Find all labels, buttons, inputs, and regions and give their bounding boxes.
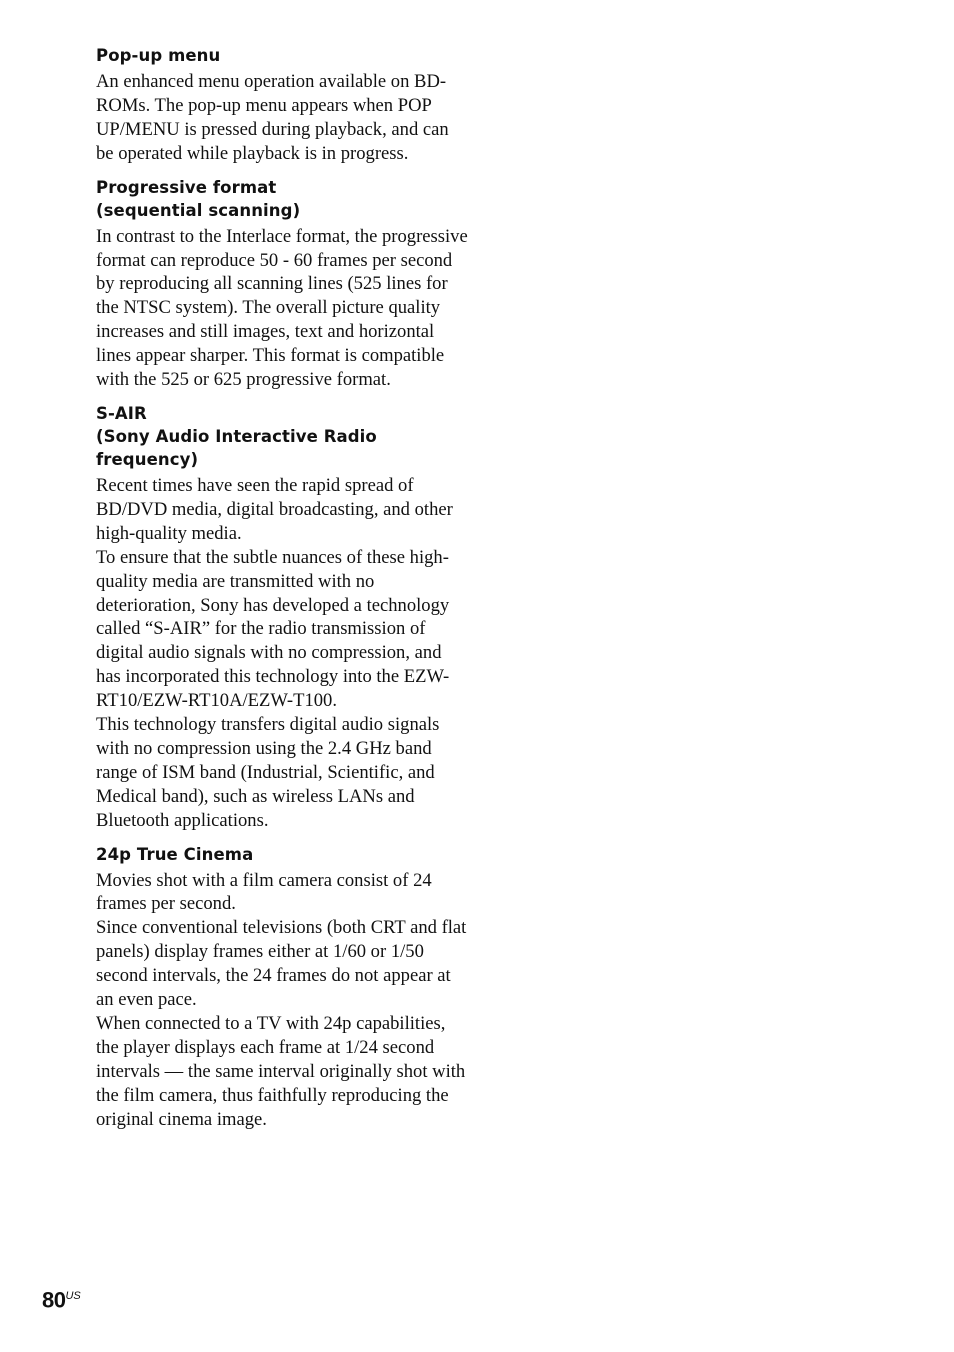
- paragraph: To ensure that the subtle nuances of these high-quality media are transmitted with no deterioration, Sony has developed a technology called “S-AIR” for the radio transmission of digital audio signals with no compression, and has incorporated this technology into the EZW-RT10/EZW-RT10A/EZW-T100.: [96, 546, 450, 712]
- page-number-suffix: US: [65, 1290, 81, 1302]
- heading-line: S-AIR: [96, 403, 147, 423]
- paragraph: Since conventional televisions (both CRT and flat panels) display frames either at 1/60 or 1/50 second intervals, the 24 frames do not appear at an even pace.: [96, 917, 467, 1011]
- section-heading: [96, 44, 468, 67]
- paragraph: In contrast to the Interlace format, the progressive format can reproduce 50 - 60 frames per second by reproducing all scanning lines (525 lines for the NTSC system). The overall picture quality increases and still images, text and horizontal lines appear sharper. This format is compatible with the 525 or 625 progressive format.: [96, 225, 468, 391]
- text-column: [96, 44, 468, 1142]
- section-heading: [96, 176, 468, 222]
- section-popup-menu: [96, 44, 468, 166]
- heading-line: (sequential scanning): [96, 200, 301, 220]
- section-s-air: [96, 402, 468, 833]
- heading-line: Pop-up menu: [96, 46, 221, 65]
- section-heading: [96, 402, 468, 471]
- paragraph: Recent times have seen the rapid spread of BD/DVD media, digital broadcasting, and other high-quality media.: [96, 474, 453, 544]
- section-progressive-format: [96, 176, 468, 392]
- page-number: [42, 1283, 81, 1313]
- paragraph: Movies shot with a film camera consist of 24 frames per second.: [96, 869, 432, 915]
- paragraph: This technology transfers digital audio signals with no compression using the 2.4 GHz band range of ISM band (Industrial, Scientific, and Medical band), such as wireless LANs and Bluetooth applications.: [96, 714, 440, 831]
- heading-line: Progressive format: [96, 177, 277, 197]
- section-24p-true-cinema: [96, 843, 468, 1132]
- page-number-value: 80: [42, 1287, 66, 1313]
- section-heading: [96, 843, 468, 866]
- heading-line: (Sony Audio Interactive Radio: [96, 426, 377, 446]
- paragraph: An enhanced menu operation available on BD-ROMs. The pop-up menu appears when POP UP/MENU is pressed during playback, and can be operated while playback is in progress.: [96, 71, 449, 164]
- heading-line: 24p True Cinema: [96, 844, 254, 864]
- heading-line: frequency): [96, 449, 199, 469]
- paragraph: When connected to a TV with 24p capabilities, the player displays each frame at 1/24 second intervals — the same interval originally shot with the film camera, thus faithfully reproducing the original cinema image.: [96, 1013, 466, 1130]
